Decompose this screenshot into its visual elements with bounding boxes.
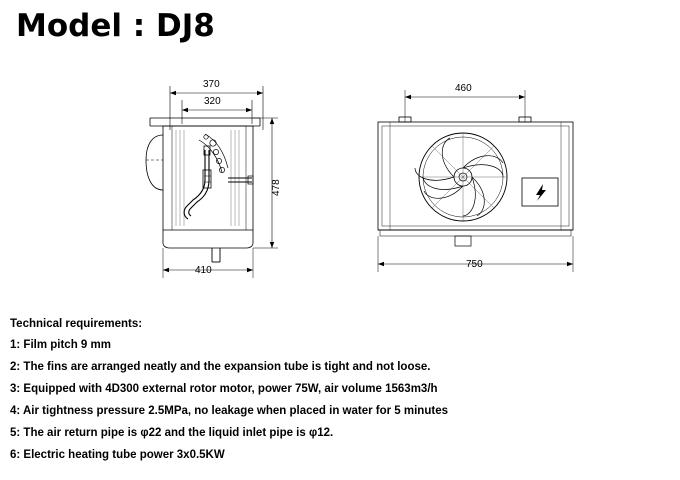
tech-item-6: 6: Electric heating tube power 3x0.5KW: [10, 449, 225, 461]
dim-side-top-outer: 370: [203, 79, 220, 90]
page-title: Model : DJ8: [16, 8, 215, 44]
tech-item-5: 5: The air return pipe is φ22 and the liquid inlet pipe is φ12.: [10, 427, 334, 439]
dim-side-bottom: 410: [195, 265, 212, 276]
tech-heading: Technical requirements:: [10, 318, 143, 330]
technical-requirements: [10, 318, 670, 471]
tech-item-4: 4: Air tightness pressure 2.5MPa, no leakage when placed in water for 5 minutes: [10, 405, 448, 417]
tech-item-3: 3: Equipped with 4D300 external rotor motor, power 75W, air volume 1563m3/h: [10, 383, 438, 395]
tech-item-1: 1: Film pitch 9 mm: [10, 339, 111, 351]
dim-front-bottom: 750: [466, 259, 483, 270]
dim-side-top-inner: 320: [204, 96, 221, 107]
tech-item-2: 2: The fins are arranged neatly and the expansion tube is tight and not loose.: [10, 361, 431, 373]
dim-front-top: 460: [455, 83, 472, 94]
dim-side-height: 478: [271, 179, 282, 196]
